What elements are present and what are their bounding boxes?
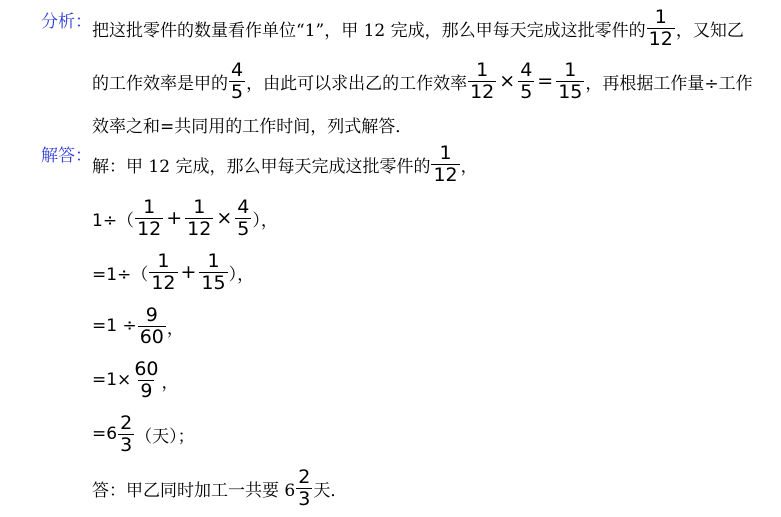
answer-text: 答：甲乙同时加工一共要 6 <box>92 480 296 501</box>
analysis-text: 的工作效率是甲的 <box>92 73 228 94</box>
solution-line-4 <box>92 302 184 350</box>
fraction: $\frac{1}{12}$ <box>470 58 495 103</box>
fraction: $\frac{1}{15}$ <box>558 58 583 103</box>
fraction: $\frac{4}{5}$ <box>520 58 533 103</box>
solution-text: =1× <box>92 370 132 390</box>
solution-text: =1÷（ <box>92 264 149 285</box>
analysis-text: 把这批零件的数量看作单位“1”，甲 12 完成，那么甲每天完成这批零件的 <box>92 20 646 41</box>
analysis-text: ，由此可以求出乙的工作效率 <box>246 73 468 94</box>
fraction: $\frac{4}{5}$ <box>231 58 244 103</box>
analysis-label: 分析： <box>41 12 92 32</box>
solution-line-5 <box>92 356 179 404</box>
solution-text: =1 ÷ <box>92 316 137 336</box>
solution-line-1 <box>92 140 478 188</box>
fraction: $\frac{1}{12}$ <box>137 195 162 240</box>
equals-sign: = <box>537 70 554 92</box>
solution-text: ， <box>166 318 184 339</box>
fraction: $\frac{2}{3}$ <box>298 465 311 510</box>
solution-text: 1÷（ <box>92 210 135 231</box>
fraction: $\frac{1}{12}$ <box>151 249 176 294</box>
fraction: $\frac{1}{12}$ <box>433 141 458 186</box>
fraction: $\frac{1}{12}$ <box>648 5 673 50</box>
analysis-line-1 <box>92 5 744 51</box>
analysis-text: ，又知乙 <box>675 20 744 41</box>
fraction: $\frac{1}{12}$ <box>187 195 212 240</box>
fraction: $\frac{9}{60}$ <box>139 303 164 348</box>
solution-text: =6 <box>92 424 118 444</box>
fraction: $\frac{2}{3}$ <box>120 411 133 456</box>
solution-text: （天）； <box>135 426 195 447</box>
times-sign: × <box>216 207 233 229</box>
analysis-text: 效率之和=共同用的工作时间，列式解答． <box>92 116 413 137</box>
analysis-line-3 <box>92 110 412 138</box>
analysis-text: ，再根据工作量÷工作 <box>585 73 753 94</box>
plus-sign: + <box>166 207 183 229</box>
solution-text: 解：甲 12 完成，那么甲每天完成这批零件的 <box>92 156 431 177</box>
solution-line-2 <box>92 194 278 242</box>
plus-sign: + <box>180 261 197 283</box>
answer-line <box>92 464 347 512</box>
solution-line-6 <box>92 410 195 458</box>
fraction: $\frac{4}{5}$ <box>237 195 250 240</box>
times-sign: × <box>499 70 516 92</box>
solution-label: 解答： <box>41 146 92 166</box>
solution-line-3 <box>92 248 254 296</box>
solution-text: ， <box>161 372 179 393</box>
analysis-line-2 <box>92 57 753 105</box>
fraction: $\frac{1}{15}$ <box>201 249 226 294</box>
solution-text: ， <box>460 156 478 177</box>
fraction: $\frac{60}{9}$ <box>134 357 159 402</box>
solution-text: ）， <box>228 264 255 285</box>
answer-text: 天． <box>313 480 348 501</box>
solution-text: ）， <box>252 210 278 231</box>
